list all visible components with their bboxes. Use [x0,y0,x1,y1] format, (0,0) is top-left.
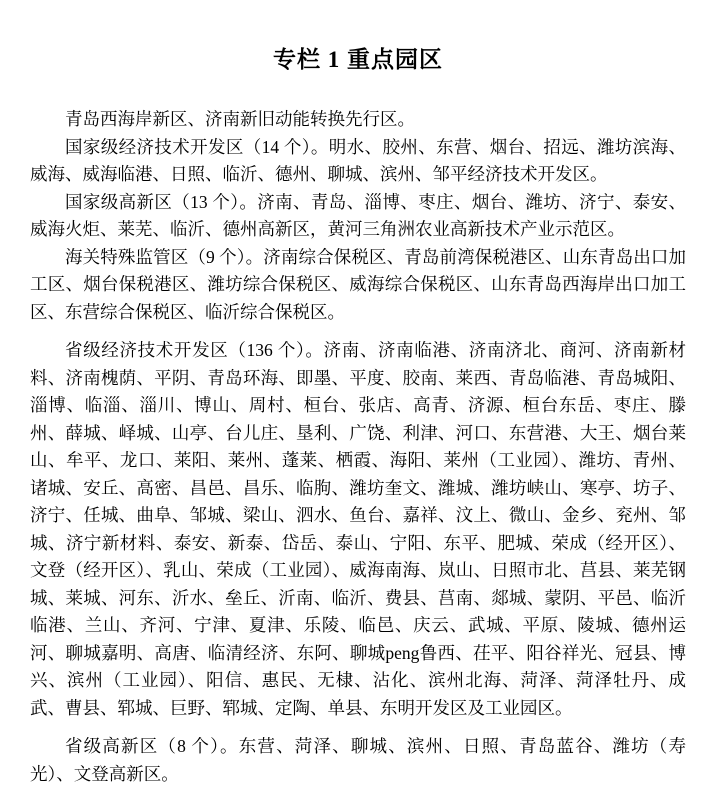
paragraph: 省级高新区（8 个）。东营、菏泽、聊城、滨州、日照、青岛蓝谷、潍坊（寿光）、文登高新区。 [30,736,686,784]
paragraph: 青岛西海岸新区、济南新旧动能转换先行区。 [65,109,415,130]
paragraph: 国家级经济技术开发区（14 个）。明水、胶州、东营、烟台、招远、潍坊滨海、威海、威海临港、日照、临沂、德州、聊城、滨州、邹平经济技术开发区。 [30,136,686,185]
document-body [30,106,686,788]
paragraph: 国家级高新区（13 个）。济南、青岛、淄博、枣庄、烟台、潍坊、济宁、泰安、威海火炬、莱芜、临沂、德州高新区，黄河三角洲农业高新技术产业示范区。 [30,191,686,240]
document-page [0,44,716,784]
paragraph: 海关特殊监管区（9 个）。济南综合保税区、青岛前湾保税港区、山东青岛出口加工区、烟台保税港区、潍坊综合保税区、威海综合保税区、山东青岛西海岸出口加工区、东营综合保税区、临沂综合保税区。 [30,246,686,322]
page-title: 专栏 1 重点园区 [273,47,443,72]
paragraph: 省级经济技术开发区（136 个）。济南、济南临港、济南济北、商河、济南新材料、济南槐荫、平阴、青岛环海、即墨、平度、胶南、莱西、青岛临港、青岛城阳、淄博、临淄、淄川、博山、周村、桓台、张店、高青、济源、桓台东岳、枣庄、滕州、薛城、峄城、山亭、台儿庄、垦利、广饶、利津、河口、东营港、大王、烟台莱山、牟平、龙口、莱阳、莱州、蓬莱、栖霞、海阳、莱州（工业园）、潍坊、青州、诸城、安丘、高密、昌邑、昌乐、临朐、潍坊奎文、潍城、潍坊峡山、寒亭、坊子、济宁、任城、曲阜、邹城、梁山、泗水、鱼台、嘉祥、汶上、微山、金乡、兖州、邹城、济宁新材料、泰安、新泰、岱岳、泰山、宁阳、东平、肥城、荣成（经开区）、文登（经开区）、乳山、荣成（工业园）、威海南海、岚山、日照市北、莒县、莱芜钢城、莱城、河东、沂水、垒丘、沂南、临沂、费县、莒南、郯城、蒙阴、平邑、临沂临港、兰山、齐河、宁津、夏津、乐陵、临邑、庆云、武城、平原、陵城、德州运河、聊城嘉明、高唐、临清经济、东阿、聊城peng鲁西、茌平、阳谷祥光、冠县、博兴、滨州（工业园）、阳信、惠民、无棣、沾化、滨州北海、菏泽、菏泽牡丹、成武、曹县、郓城、巨野、郓城、定陶、单县、东明开发区及工业园区。 [30,340,686,718]
